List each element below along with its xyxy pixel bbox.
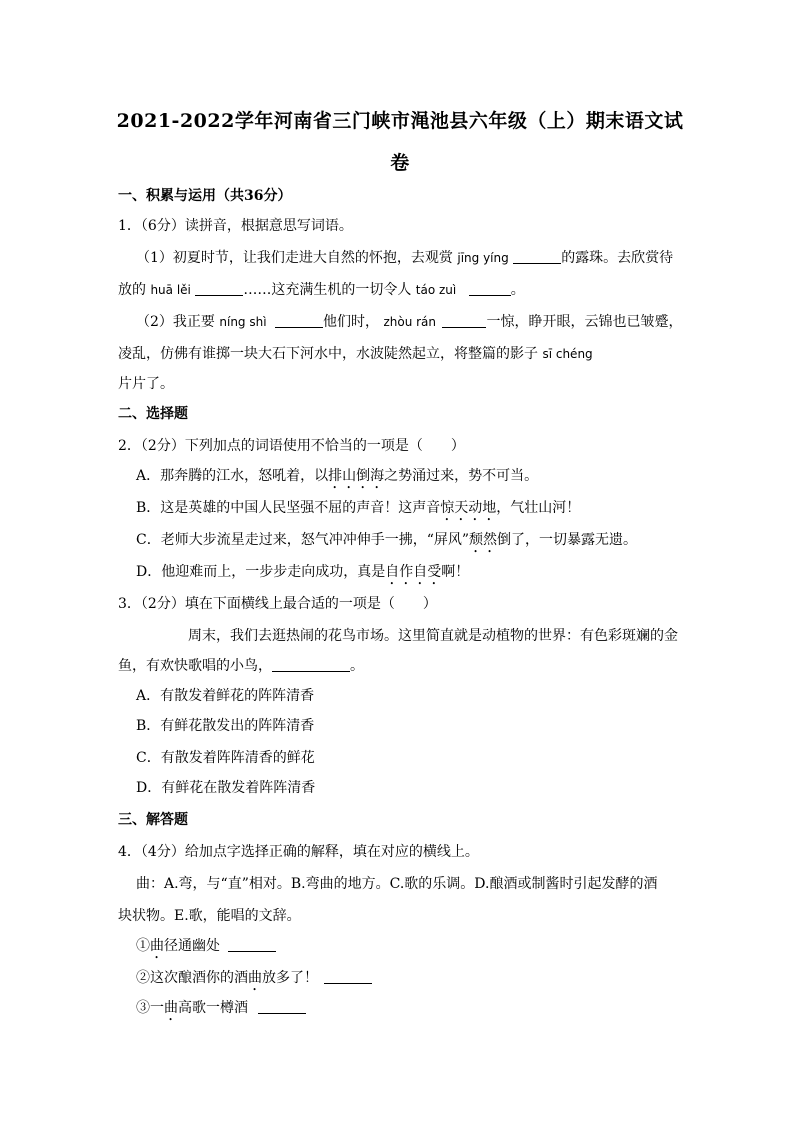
q2-option-a[interactable]: [136, 466, 538, 492]
q1-text: 一惊，睁开眼，云锦也已皱蹙，: [486, 314, 683, 330]
answer-blank[interactable]: [324, 969, 372, 984]
option-text: A．那奔腾的江水，怒吼着，以: [136, 468, 329, 484]
item-text: 高歌一樽酒: [178, 1000, 248, 1016]
option-text: D．他迎难而上，一步步走向成功，真是: [136, 564, 386, 580]
q4-item-1: [136, 936, 276, 962]
question-2-stem: 2．（2分）下列加点的词语使用不恰当的一项是（ ）: [118, 438, 465, 454]
q3-option-a[interactable]: A．有散发着鲜花的阵阵清香: [136, 688, 315, 704]
answer-blank[interactable]: [195, 281, 243, 296]
dotted-word: 惊天动地: [440, 500, 497, 516]
option-text: B．这是英雄的中国人民坚强不屈的声音！这声音: [136, 500, 441, 516]
q1-text: 凌乱，仿佛有谁掷一块大石下河水中，水波陡然起立，将整篇的影子: [118, 346, 538, 362]
section-heading-1: 一、积累与运用（共36分）: [118, 188, 292, 204]
answer-blank[interactable]: [228, 937, 276, 952]
question-3-stem: 3．（2分）填在下面横线上最合适的一项是（ ）: [118, 596, 437, 612]
question-1-line-4: [118, 344, 593, 364]
dotted-word: 自作自受: [385, 564, 442, 580]
question-1-line-3: [136, 312, 682, 332]
item-number: ①: [136, 938, 150, 954]
option-text: 之势涌过来，势不可当。: [384, 468, 539, 484]
option-text: C．老师大步流星走过来，怒气冲冲伸手一拂，“屏风”: [136, 532, 470, 548]
item-text: 放多了！: [262, 970, 318, 986]
pinyin-jingying: jīng yíng: [457, 251, 509, 265]
q1-text: ……这充满生机的一切令人: [243, 282, 412, 298]
option-text: ，气壮山河！: [496, 500, 581, 516]
question-1-stem: 1．（6分）读拼音，根据意思写词语。: [118, 218, 353, 234]
passage-text: 鱼，有欢快歌唱的小鸟，: [118, 658, 272, 674]
q1-text: （2）我正要: [136, 314, 215, 330]
answer-blank[interactable]: [442, 313, 486, 328]
dotted-char: 曲: [150, 938, 164, 954]
pinyin-sicheng: sī chéng: [542, 347, 593, 361]
item-text: ③一: [136, 1000, 164, 1016]
option-text: 啊！: [441, 564, 470, 580]
answer-blank[interactable]: [258, 999, 306, 1014]
question-4-stem: 4．（4分）给加点字选择正确的解释，填在对应的横线上。: [118, 844, 479, 860]
exam-title-line1: 2021-2022学年河南省三门峡市渑池县六年级（上）期末语文试: [116, 110, 684, 132]
q3-option-b[interactable]: B．有鲜花散发出的阵阵清香: [136, 718, 315, 734]
q4-definition-line-2: 块状物。E.歌，能唱的文辞。: [118, 908, 301, 924]
q3-option-d[interactable]: D．有鲜花在散发着阵阵清香: [136, 780, 316, 796]
answer-blank[interactable]: [513, 249, 561, 264]
question-1-line-2: [118, 280, 525, 300]
q1-text: （1）初夏时节，让我们走进大自然的怀抱，去观赏: [136, 250, 453, 266]
question-1-line-1: [136, 248, 673, 268]
q4-item-2: [136, 968, 372, 994]
pinyin-ningshi: níng shì: [219, 315, 267, 329]
section-heading-3: 三、解答题: [118, 812, 188, 828]
option-text: 倒了，一切暴露无遗。: [497, 532, 638, 548]
answer-blank[interactable]: [469, 281, 511, 296]
passage-text: 。: [350, 658, 364, 674]
q1-text: 的露珠。去欣赏待: [561, 250, 674, 266]
dotted-char: 曲: [248, 970, 262, 986]
dotted-word: 排山倒海: [328, 468, 385, 484]
q2-option-c[interactable]: [136, 530, 637, 556]
q2-option-d[interactable]: [136, 562, 469, 588]
q3-passage-line-1: 周末，我们去逛热闹的花鸟市场。这里简直就是动植物的世界：有色彩斑斓的金: [188, 628, 678, 644]
dotted-word: 颓然: [469, 532, 498, 548]
exam-title-line2: 卷: [390, 152, 410, 174]
item-text: ②这次酿酒你的酒: [136, 970, 248, 986]
q2-option-b[interactable]: [136, 498, 580, 524]
section-heading-2: 二、选择题: [118, 406, 188, 422]
pinyin-hualei: huā lěi: [150, 283, 191, 297]
dotted-char: 曲: [164, 1000, 178, 1016]
q3-passage-line-2: [118, 656, 364, 676]
answer-blank[interactable]: [272, 657, 350, 672]
pinyin-zhouran: zhòu rán: [383, 315, 437, 329]
q1-text: 。: [510, 282, 525, 298]
pinyin-taozui: táo zuì: [415, 283, 457, 297]
item-text: 径通幽处: [164, 938, 220, 954]
q3-option-c[interactable]: C．有散发着阵阵清香的鲜花: [136, 750, 315, 766]
answer-blank[interactable]: [275, 313, 323, 328]
q1-text: 他们时，: [323, 314, 379, 330]
q4-item-3: [136, 998, 306, 1024]
q1-text: 放的: [118, 282, 146, 298]
q4-definition-line-1: 曲：A.弯，与“直”相对。B.弯曲的地方。C.歌的乐调。D.酿酒或制酱时引起发酵的酒: [136, 876, 658, 892]
question-1-line-5: 片片了。: [118, 376, 174, 392]
